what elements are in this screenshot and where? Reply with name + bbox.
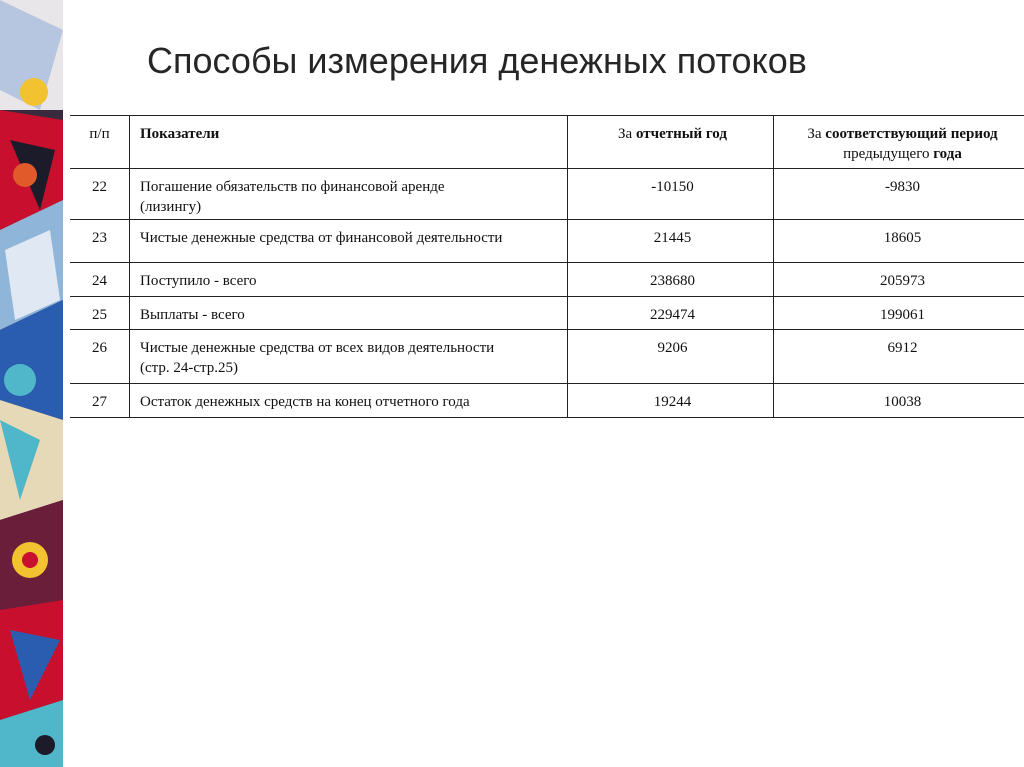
row-name: Поступило - всего: [140, 273, 257, 289]
row-name: Погашение обязательств по финансовой аренде (лизингу): [140, 179, 445, 215]
row-previous-value: 205973: [880, 273, 925, 289]
row-name: Чистые денежные средства от всех видов деятельности (стр. 24-стр.25): [140, 340, 495, 376]
row-number: 24: [92, 273, 107, 289]
row-name: Чистые денежные средства от финансовой деятельности: [140, 230, 503, 246]
row-previous-value: -9830: [885, 179, 920, 195]
header-num: п/п: [70, 116, 130, 169]
slide-title: Способы измерения денежных потоков: [147, 40, 807, 81]
row-current-value: 19244: [653, 394, 692, 410]
row-name: Выплаты - всего: [140, 307, 245, 323]
row-number: 26: [92, 340, 107, 356]
row-current-value: 21445: [653, 230, 692, 246]
decorative-collage-strip: [0, 0, 63, 767]
header-previous-year: За соответствующий период предыдущего года: [774, 116, 1024, 169]
row-previous-value: 18605: [883, 230, 922, 246]
row-previous-value: 10038: [883, 394, 922, 410]
header-current-year: За отчетный год: [568, 116, 774, 169]
table-row: [70, 384, 1024, 418]
cash-flow-table: [70, 115, 1024, 418]
table-row: [70, 330, 1024, 384]
collage-art: [0, 0, 63, 767]
table-header-row: [70, 116, 1024, 169]
header-indicators: Показатели: [130, 116, 568, 169]
row-number: 22: [92, 179, 107, 195]
row-number: 27: [92, 394, 107, 410]
row-number: 23: [92, 230, 107, 246]
row-previous-value: 199061: [880, 307, 925, 323]
table-row: [70, 169, 1024, 220]
row-previous-value: 6912: [887, 340, 918, 356]
row-current-value: -10150: [651, 179, 694, 195]
row-current-value: 229474: [650, 307, 695, 323]
row-current-value: 238680: [650, 273, 695, 289]
table-row: [70, 263, 1024, 297]
row-name: Остаток денежных средств на конец отчетного года: [140, 394, 470, 410]
table-row: [70, 220, 1024, 263]
row-number: 25: [92, 307, 107, 323]
row-current-value: 9206: [657, 340, 688, 356]
table-row: [70, 297, 1024, 330]
